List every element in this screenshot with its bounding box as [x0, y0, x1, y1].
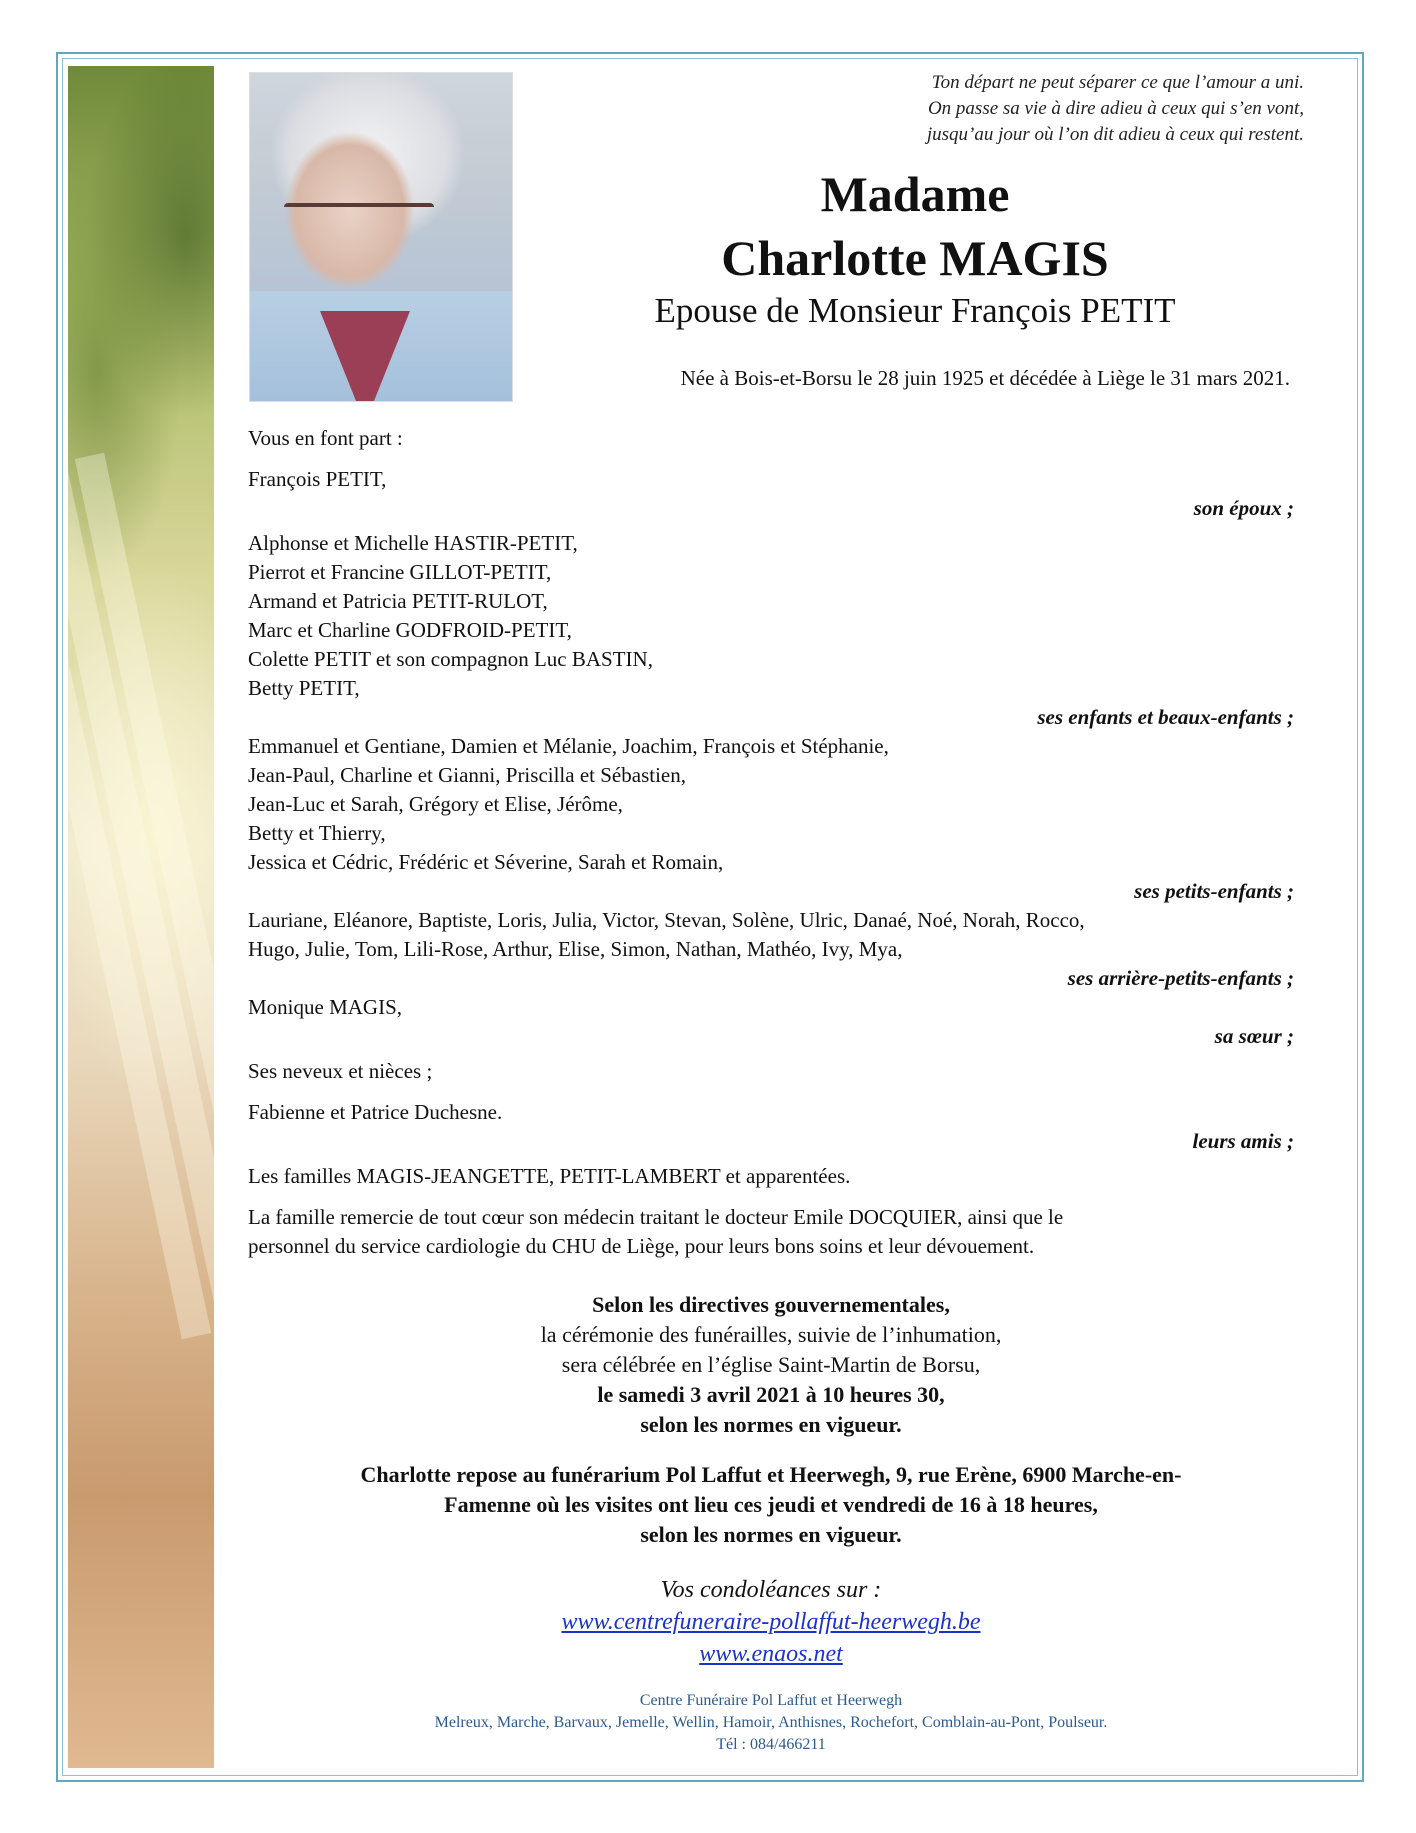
intro-text: Vous en font part :	[248, 426, 403, 450]
forest-path-decorative-image	[68, 66, 214, 1768]
funerarium-line: Charlotte repose au funérarium Pol Laffut et Heerwegh, 9, rue Erène, 6900 Marche-en-	[360, 1462, 1182, 1487]
family-line: Betty et Thierry,	[248, 821, 386, 845]
funerarium-line: selon les normes en vigueur.	[640, 1522, 902, 1547]
footer-phone: Tél : 084/466211	[716, 1736, 826, 1753]
family-line: Jessica et Cédric, Frédéric et Séverine, Sarah et Romain,	[248, 850, 724, 874]
condolences-block	[248, 1574, 1294, 1670]
relation-label: son époux ;	[1193, 496, 1294, 520]
family-line: Marc et Charline GODFROID-PETIT,	[248, 618, 572, 642]
thanks-line: La famille remercie de tout cœur son médecin traitant le docteur Emile DOCQUIER, ainsi que le	[248, 1205, 1064, 1229]
relation-label: leurs amis ;	[1192, 1129, 1294, 1153]
family-line: Betty PETIT,	[248, 676, 360, 700]
portrait-photo	[249, 72, 513, 402]
relation-label: ses enfants et beaux-enfants ;	[1037, 705, 1294, 729]
ceremony-date: le samedi 3 avril 2021 à 10 heures 30,	[597, 1382, 945, 1407]
birth-death-line: Née à Bois-et-Borsu le 28 juin 1925 et décédée à Liège le 31 mars 2021.	[680, 366, 1290, 390]
spouse-subtitle: Epouse de Monsieur François PETIT	[654, 291, 1176, 330]
family-line: Jean-Paul, Charline et Gianni, Priscilla et Sébastien,	[248, 763, 686, 787]
epigraph-quote	[604, 70, 1304, 148]
ceremony-block	[248, 1290, 1294, 1440]
ceremony-line: la cérémonie des funérailles, suivie de l’inhumation,	[540, 1322, 1002, 1347]
quote-line: On passe sa vie à dire adieu à ceux qui s’en vont,	[927, 98, 1304, 119]
family-line: Fabienne et Patrice Duchesne.	[248, 1100, 503, 1124]
footer-locations: Melreux, Marche, Barvaux, Jemelle, Wellin, Hamoir, Anthisnes, Rochefort, Comblain-au-Pont, Poulseur.	[434, 1714, 1108, 1731]
announcement-body	[248, 424, 1294, 1261]
family-line: Ses neveux et nièces ;	[248, 1059, 433, 1083]
relation-label: ses petits-enfants ;	[1134, 879, 1294, 903]
family-line: Pierrot et Francine GILLOT-PETIT,	[248, 560, 552, 584]
footer-company-name: Centre Funéraire Pol Laffut et Heerwegh	[639, 1692, 903, 1709]
relation-label: sa sœur ;	[1214, 1024, 1294, 1048]
spouse-name: François PETIT,	[248, 467, 387, 491]
relation-label: ses arrière-petits-enfants ;	[1067, 966, 1294, 990]
family-line: Jean-Luc et Sarah, Grégory et Elise, Jérôme,	[248, 792, 623, 816]
title-name: Charlotte MAGIS	[721, 230, 1109, 286]
ceremony-line: sera célébrée en l’église Saint-Martin de Borsu,	[561, 1352, 981, 1377]
family-line: Alphonse et Michelle HASTIR-PETIT,	[248, 531, 578, 555]
footer	[248, 1690, 1294, 1756]
ceremony-line: Selon les directives gouvernementales,	[592, 1292, 950, 1317]
title-honorific: Madame	[820, 166, 1010, 222]
glasses-shape	[284, 203, 434, 249]
family-line: Armand et Patricia PETIT-RULOT,	[248, 589, 548, 613]
funerarium-block	[248, 1460, 1294, 1550]
enaos-link[interactable]: www.enaos.net	[699, 1641, 843, 1667]
family-line: Monique MAGIS,	[248, 995, 403, 1019]
families-line: Les familles MAGIS-JEANGETTE, PETIT-LAMBERT et apparentées.	[248, 1164, 851, 1188]
quote-line: Ton départ ne peut séparer ce que l’amour a uni.	[931, 72, 1304, 93]
quote-line: jusqu’au jour où l’on dit adieu à ceux qui restent.	[926, 124, 1304, 145]
thanks-line: personnel du service cardiologie du CHU de Liège, pour leurs bons soins et leur dévouement.	[248, 1234, 1035, 1258]
family-line: Lauriane, Eléanore, Baptiste, Loris, Julia, Victor, Stevan, Solène, Ulric, Danaé, Noé, Norah, Rocco,	[248, 908, 1085, 932]
family-line: Colette PETIT et son compagnon Luc BASTIN,	[248, 647, 653, 671]
family-line: Hugo, Julie, Tom, Lili-Rose, Arthur, Elise, Simon, Nathan, Mathéo, Ivy, Mya,	[248, 937, 903, 961]
condolences-label: Vos condoléances sur :	[660, 1577, 882, 1603]
family-line: Emmanuel et Gentiane, Damien et Mélanie, Joachim, François et Stéphanie,	[248, 734, 889, 758]
funeral-center-link[interactable]: www.centrefuneraire-pollaffut-heerwegh.be	[561, 1609, 981, 1635]
funerarium-line: Famenne où les visites ont lieu ces jeudi et vendredi de 16 à 18 heures,	[444, 1492, 1098, 1517]
ceremony-line: selon les normes en vigueur.	[640, 1412, 902, 1437]
